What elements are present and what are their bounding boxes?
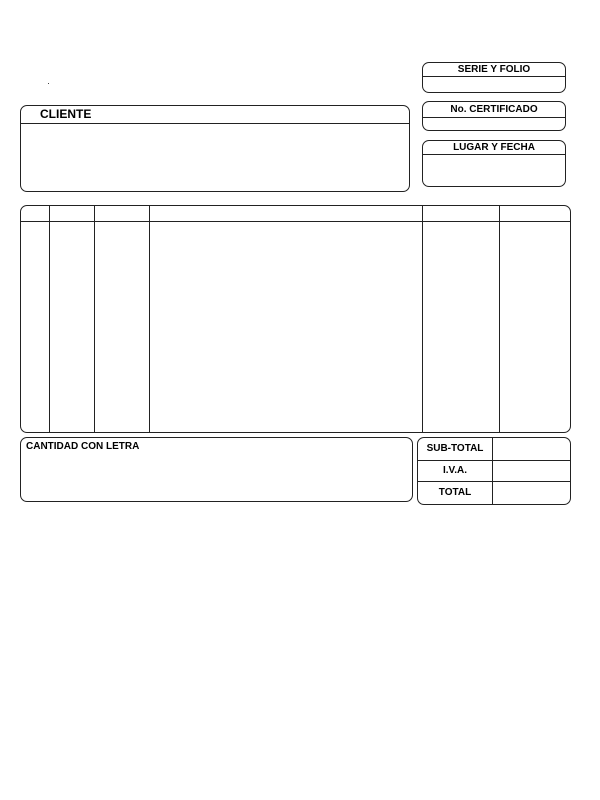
stray-mark xyxy=(48,83,49,84)
total-label: TOTAL xyxy=(438,487,472,498)
subtotal-label: SUB-TOTAL xyxy=(426,443,484,454)
certificado-label: No. CERTIFICADO xyxy=(423,102,565,118)
iva-value[interactable] xyxy=(496,460,566,481)
totals-box xyxy=(417,437,571,505)
lugar-fecha-label: LUGAR Y FECHA xyxy=(423,141,565,155)
cantidad-letra-box xyxy=(20,437,413,502)
cliente-label: CLIENTE xyxy=(21,106,409,124)
table-header-divider xyxy=(21,221,570,222)
column-divider xyxy=(94,206,95,432)
subtotal-value[interactable] xyxy=(496,438,566,460)
column-divider xyxy=(422,206,423,432)
iva-label: I.V.A. xyxy=(442,465,468,476)
cantidad-letra-label: CANTIDAD CON LETRA xyxy=(26,441,140,452)
total-value[interactable] xyxy=(496,481,566,505)
items-table xyxy=(20,205,571,433)
serie-folio-label: SERIE Y FOLIO xyxy=(423,63,565,77)
lugar-fecha-box xyxy=(422,140,566,187)
column-divider xyxy=(499,206,500,432)
serie-folio-box xyxy=(422,62,566,93)
column-divider xyxy=(149,206,150,432)
cliente-box xyxy=(20,105,410,192)
column-divider xyxy=(49,206,50,432)
certificado-box xyxy=(422,101,566,131)
totals-divider xyxy=(492,438,493,504)
